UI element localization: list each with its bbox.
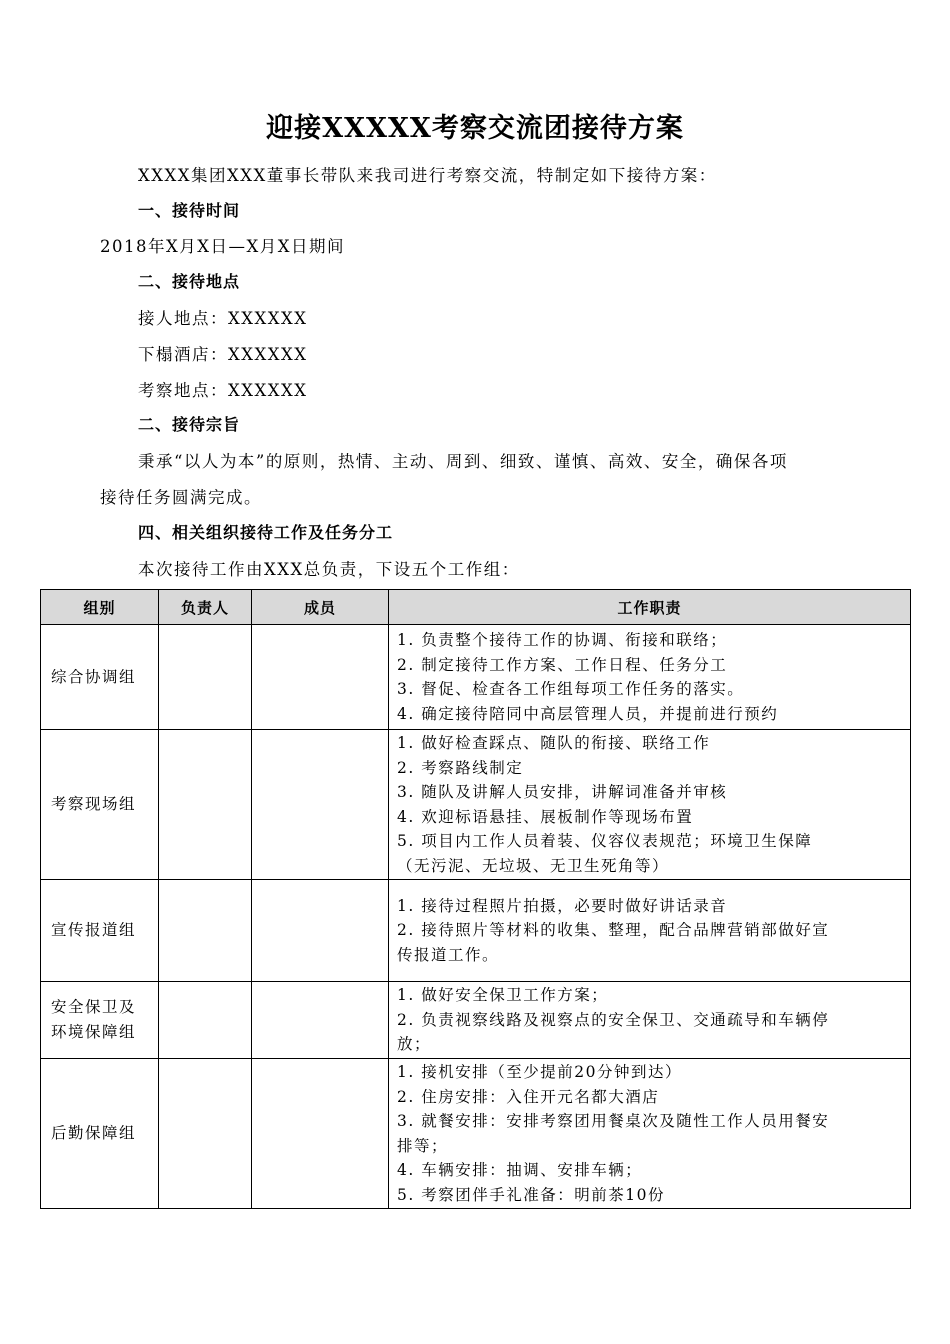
header-duties: 工作职责 <box>389 590 911 625</box>
group-name: 考察现场组 <box>41 730 159 880</box>
members-cell <box>252 880 389 982</box>
section-heading-time: 一、接待时间 <box>138 201 241 220</box>
header-leader: 负责人 <box>159 590 252 625</box>
duties-cell <box>389 982 911 1059</box>
duties-cell <box>389 880 911 982</box>
group-name: 宣传报道组 <box>41 880 159 982</box>
members-cell <box>252 1059 389 1209</box>
group-name-line: 安全保卫及 <box>51 998 137 1016</box>
group-name: 综合协调组 <box>41 625 159 730</box>
duty-item: 2. 考察路线制定 <box>397 758 524 777</box>
duty-item: 5. 考察团伴手礼准备：明前茶10份 <box>397 1185 665 1204</box>
duty-item: 排等； <box>397 1136 449 1155</box>
inspection-location: 考察地点：XXXXXX <box>138 381 308 400</box>
duty-item: 4. 欢迎标语悬挂、展板制作等现场布置 <box>397 807 694 826</box>
section-heading-location: 二、接待地点 <box>138 272 241 291</box>
section-heading-purpose: 二、接待宗旨 <box>138 415 241 434</box>
intro-paragraph: XXXX集团XXX董事长带队来我司进行考察交流，特制定如下接待方案： <box>138 166 717 185</box>
duty-item: 5. 项目内工作人员着装、仪容仪表规范；环境卫生保障 <box>397 832 813 850</box>
duty-item: 1. 接机安排（至少提前20分钟到达） <box>397 1063 682 1081</box>
duty-item: 3. 督促、检查各工作组每项工作任务的落实。 <box>397 680 745 698</box>
duty-item: 2. 负责视察线路及视察点的安全保卫、交通疏导和车辆停 <box>397 1010 830 1029</box>
duty-item: 4. 车辆安排：抽调、安排车辆； <box>397 1161 643 1179</box>
duty-item: 1. 负责整个接待工作的协调、衔接和联络； <box>397 631 728 649</box>
table-header-row <box>41 590 911 625</box>
duties-cell <box>389 625 911 730</box>
header-group: 组别 <box>41 590 159 625</box>
duty-item: 2. 制定接待工作方案、工作日程、任务分工 <box>397 655 728 674</box>
table-row <box>41 982 911 1059</box>
duty-item: 2. 接待照片等材料的收集、整理，配合品牌营销部做好宣 <box>397 921 830 940</box>
leader-cell <box>159 1059 252 1209</box>
purpose-text-line1: 秉承“以人为本”的原则，热情、主动、周到、细致、谨慎、高效、安全，确保各项 <box>138 452 788 471</box>
group-name <box>41 982 159 1059</box>
duty-item: 1. 做好安全保卫工作方案； <box>397 986 609 1005</box>
pickup-location: 接人地点：XXXXXX <box>138 309 308 328</box>
section-heading-organization: 四、相关组织接待工作及任务分工 <box>138 523 394 542</box>
organization-text: 本次接待工作由XXX总负责，下设五个工作组： <box>138 560 520 579</box>
purpose-text-line2: 接待任务圆满完成。 <box>100 488 262 507</box>
table-row <box>41 1059 911 1209</box>
members-cell <box>252 625 389 730</box>
table-row <box>41 880 911 982</box>
table-row <box>41 730 911 880</box>
leader-cell <box>159 730 252 880</box>
duty-item: 3. 随队及讲解人员安排，讲解词准备并审核 <box>397 783 728 801</box>
duty-item: 1. 做好检查踩点、随队的衔接、联络工作 <box>397 734 711 752</box>
duty-item: 3. 就餐安排：安排考察团用餐桌次及随性工作人员用餐安 <box>397 1112 830 1130</box>
members-cell <box>252 730 389 880</box>
header-members: 成员 <box>252 590 389 625</box>
duty-item: 传报道工作。 <box>397 945 500 964</box>
duty-item: 放； <box>397 1035 432 1054</box>
group-name: 后勤保障组 <box>41 1059 159 1209</box>
duties-cell <box>389 1059 911 1209</box>
group-name-line: 环境保障组 <box>51 1023 137 1041</box>
duties-cell <box>389 730 911 880</box>
reception-time-text: 2018年X月X日—X月X日期间 <box>100 237 345 256</box>
document-title: 迎接XXXXX考察交流团接待方案 <box>266 113 684 144</box>
members-cell <box>252 982 389 1059</box>
duty-item: 1. 接待过程照片拍摄，必要时做好讲话录音 <box>397 896 728 915</box>
hotel-location: 下榻酒店：XXXXXX <box>138 345 308 364</box>
leader-cell <box>159 625 252 730</box>
leader-cell <box>159 982 252 1059</box>
duty-item: 2. 住房安排：入住开元名都大酒店 <box>397 1087 660 1106</box>
leader-cell <box>159 880 252 982</box>
duty-item: 4. 确定接待陪同中高层管理人员，并提前进行预约 <box>397 704 779 723</box>
duty-item: （无污泥、无垃圾、无卫生死角等） <box>397 856 670 875</box>
task-division-table <box>40 589 911 1209</box>
table-row <box>41 625 911 730</box>
